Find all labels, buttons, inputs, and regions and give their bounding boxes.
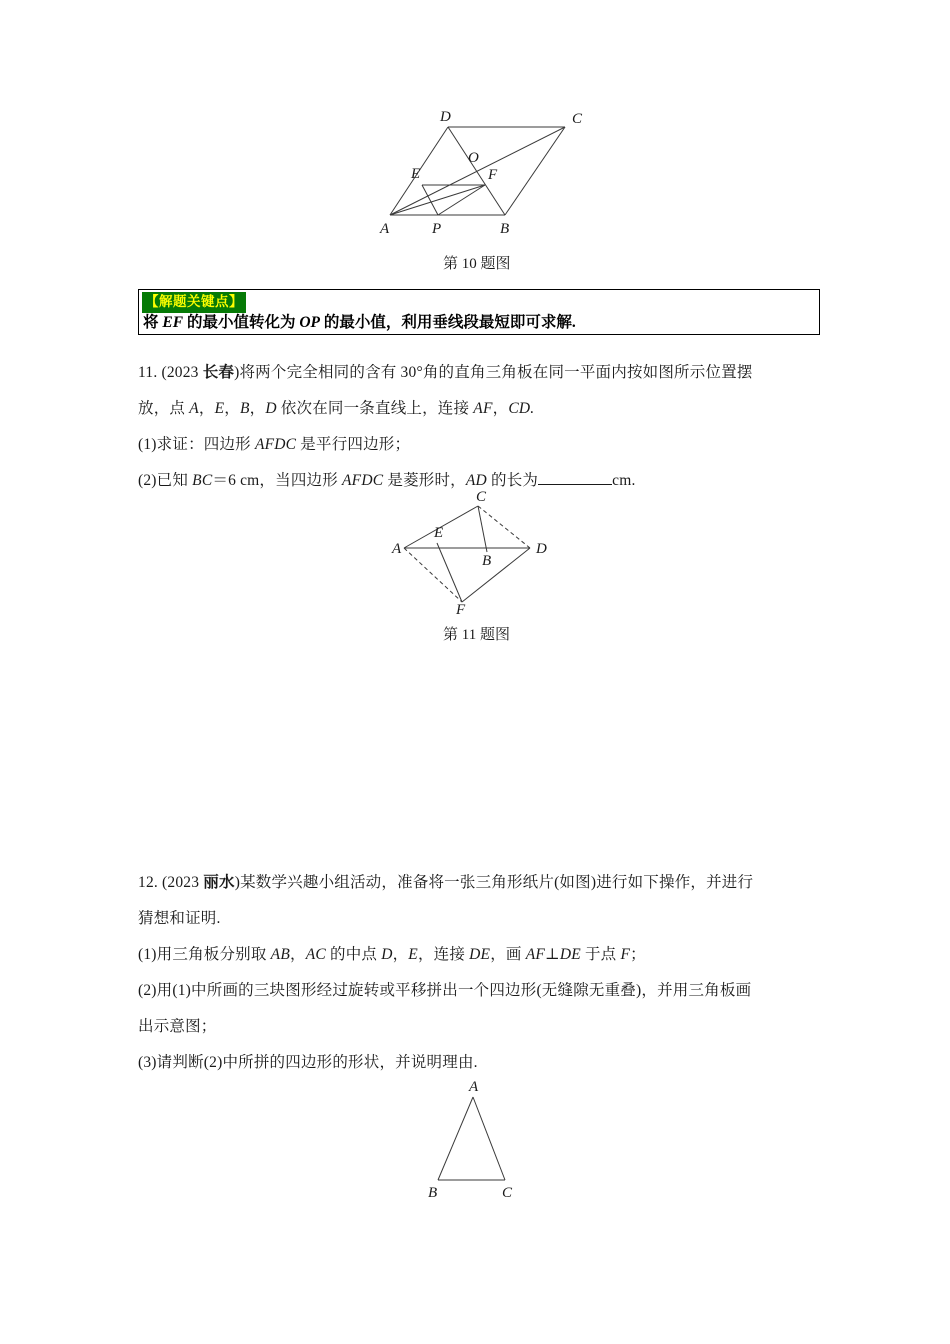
q12-l3-p4: 的中点 [325, 946, 382, 963]
figure-11-label-F: F [456, 602, 466, 615]
key-point-part-0: 将 [143, 314, 163, 331]
q11-l2-p10: ， [492, 400, 509, 417]
q12-l1-p0: 12. (2023 [138, 874, 204, 891]
question-12-part-1 [138, 937, 646, 973]
key-point-part-3: OP [299, 314, 321, 331]
figure-10-label-D: D [440, 109, 451, 125]
q11-l2-p5: B [239, 400, 250, 417]
q11-l4-p1: BC [192, 472, 213, 489]
figure-11-label-C: C [476, 490, 487, 505]
figure-10-label-B: B [500, 221, 510, 237]
figure-12-label-C: C [502, 1185, 513, 1200]
q11-l2-p2: ， [198, 400, 215, 417]
q12-l3-p10: ，画 [490, 946, 526, 963]
q12-l1-p2: )某数学兴趣小组活动，准备将一张三角形纸片(如图)进行如下操作，并进行 [234, 874, 754, 891]
q11-l2-p6: ， [249, 400, 266, 417]
figure-12-triangle [420, 1075, 550, 1200]
q12-l3-p3: AC [305, 946, 326, 963]
q12-l4-p0: (2)用(1)中所画的三块图形经过旋转或平移拼出一个四边形(无缝隙无重叠)，并用三角板画 [138, 982, 752, 999]
figure-12-label-A: A [469, 1079, 479, 1095]
key-point-part-1: EF [162, 314, 184, 331]
q11-l4-p4: 是菱形时， [383, 472, 466, 489]
figure-10-label-C: C [572, 111, 583, 127]
figure-10-caption: 第 10 题图 [443, 256, 511, 272]
q11-l3-p1: AFDC [254, 436, 297, 453]
q11-l4-p3: AFDC [342, 472, 384, 489]
figure-10-label-A: A [380, 221, 390, 237]
answer-blank-q11[interactable] [538, 471, 612, 485]
figure-11-label-B: B [482, 553, 492, 569]
q11-l4-p0: (2)已知 [138, 472, 193, 489]
figure-11-label-D: D [536, 541, 547, 557]
figure-10-svg [360, 105, 620, 245]
key-point-box [138, 289, 820, 335]
figure-11-label-E: E [434, 525, 444, 541]
q11-l1-p2: )将两个完全相同的含有 30°角的直角三角板在同一平面内按如图所示位置摆 [234, 364, 753, 381]
question-12-line-1 [138, 865, 753, 901]
figure-11-rhombus [390, 490, 550, 615]
key-point-badge: 【解题关键点】 [142, 292, 246, 313]
question-12-line-2 [138, 901, 221, 937]
q11-l4-p6: 的长为 [486, 472, 539, 489]
q11-l2-p1: A [189, 400, 199, 417]
question-11-line-2 [138, 391, 534, 427]
q11-l2-p0: 放，点 [138, 400, 190, 417]
figure-11-label-A: A [392, 541, 402, 557]
q11-l3-p2: 是平行四边形； [296, 436, 411, 453]
q12-l3-p1: AB [270, 946, 290, 963]
key-point-part-2: 的最小值转化为 [183, 314, 300, 331]
q11-l2-p7: D [265, 400, 277, 417]
q11-l2-p9: AF [473, 400, 493, 417]
q12-l1-p1: 丽水 [203, 874, 235, 891]
figure-10-parallelogram [360, 105, 620, 245]
figure-10-label-O: O [468, 150, 479, 166]
key-point-text [143, 312, 576, 334]
figure-10-label-P: P [432, 221, 442, 237]
figure-12-label-B: B [428, 1185, 438, 1200]
q12-l3-p8: ，连接 [417, 946, 470, 963]
q11-l2-p8: 依次在同一条直线上，连接 [276, 400, 474, 417]
figure-10-label-E: E [411, 166, 421, 182]
question-11-part-1 [138, 427, 410, 463]
q11-l2-p11: CD. [508, 400, 535, 417]
q12-l6-p0: (3)请判断(2)中所拼的四边形的形状，并说明理由. [138, 1054, 478, 1071]
figure-11-svg [390, 490, 550, 615]
q12-l3-p5: D [381, 946, 393, 963]
q11-l4-p8: cm. [612, 472, 636, 489]
figure-10-label-F: F [488, 167, 498, 183]
key-point-part-4: 的最小值，利用垂线段最短即可求解. [320, 314, 576, 331]
q12-l3-p0: (1)用三角板分别取 [138, 946, 271, 963]
figure-11-caption: 第 11 题图 [443, 627, 510, 643]
q12-l3-p15: F [620, 946, 631, 963]
q12-l3-p12: ⊥ [545, 946, 560, 963]
q11-l2-p3: E [214, 400, 225, 417]
q12-l3-p6: ， [392, 946, 409, 963]
q12-l3-p13: DE [559, 946, 581, 963]
q11-l1-p1: 长春 [202, 364, 235, 381]
question-12-part-2-cont [138, 1009, 217, 1045]
question-11-part-2 [138, 463, 636, 499]
q11-l3-p0: (1)求证：四边形 [138, 436, 255, 453]
q12-l3-p9: DE [469, 946, 491, 963]
q12-l3-p7: E [408, 946, 418, 963]
q11-l4-p2: ＝6 cm，当四边形 [212, 472, 343, 489]
q11-l1-p0: 11. (2023 [138, 364, 203, 381]
q12-l5-p0: 出示意图； [138, 1018, 217, 1035]
q12-l3-p14: 于点 [580, 946, 621, 963]
q12-l3-p2: ， [290, 946, 306, 963]
q12-l3-p11: AF [525, 946, 546, 963]
q12-l2-p0: 猜想和证明. [138, 910, 221, 927]
q11-l4-p5: AD [465, 472, 487, 489]
question-12-part-2 [138, 973, 751, 1009]
q12-l3-p16: ； [630, 946, 646, 963]
q11-l2-p4: ， [224, 400, 240, 417]
figure-12-svg [420, 1075, 550, 1200]
question-11-line-1 [138, 355, 753, 391]
